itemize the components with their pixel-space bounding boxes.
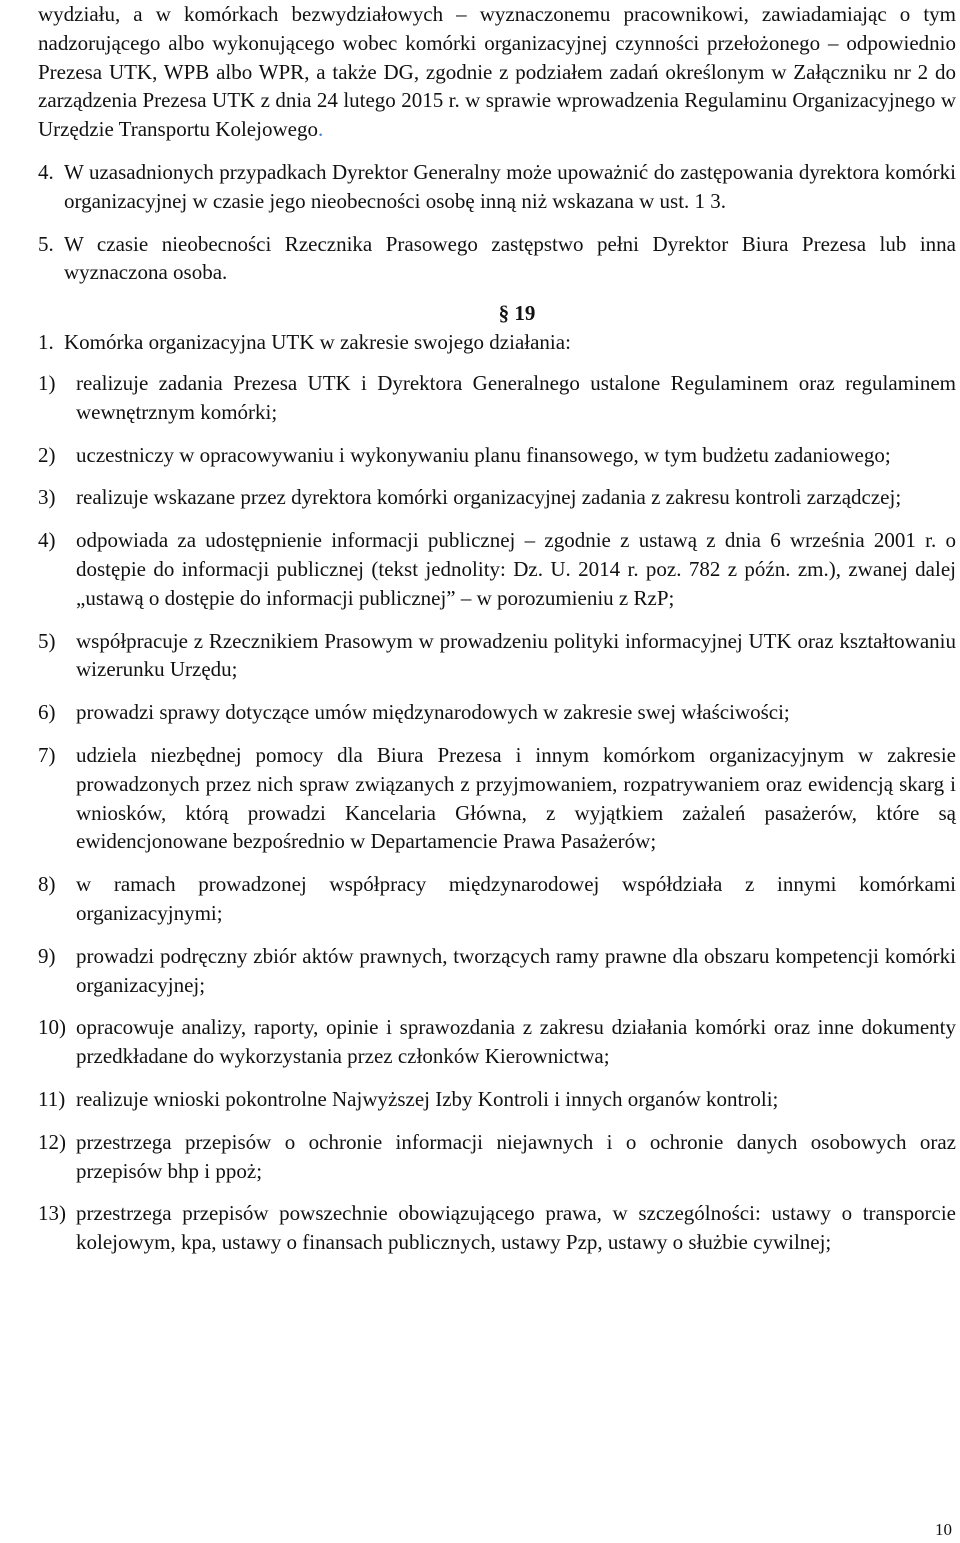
list-item-text: prowadzi sprawy dotyczące umów międzynarodowych w zakresie swej właściwości; [76,700,790,725]
list-item-number: 11) [38,1086,66,1111]
list-item-text: realizuje wnioski pokontrolne Najwyższej Izby Kontroli i innych organów kontroli; [76,1086,779,1111]
list-item [38,942,956,1000]
page-number: 10 [935,1520,952,1539]
list-item-text: odpowiada za udostępnienie informacji publicznej – zgodnie z ustawą z dnia 6 września 2001 r. o dostępie do informacji publicznej (tekst jednolity: Dz. U. 2014 r. poz. 782 z późn. zm.), zwanej dalej „ustawą o dostępie do informacji publicznej” – w porozumieniu z RzP; [76,528,956,610]
list-item-number: 1) [38,370,56,395]
list-item-text: współpracuje z Rzecznikiem Prasowym w prowadzeniu polityki informacyjnej UTK oraz kształtowaniu wizerunku Urzędu; [76,628,956,682]
list-item-text: opracowuje analizy, raporty, opinie i sprawozdania z zakresu działania komórki oraz inne dokumenty przedkładane do wykorzystania przez członków Kierownictwa; [76,1015,956,1069]
list-item-number: 3) [38,485,56,510]
section-paragraph-1 [38,328,956,357]
list-item [38,698,956,727]
list-item-number: 2) [38,442,56,467]
paragraph-4 [38,158,956,216]
list-item-text: realizuje zadania Prezesa UTK i Dyrektora Generalnego ustalone Regulaminem oraz regulaminem wewnętrznym komórki; [76,370,956,424]
list-item [38,483,956,512]
list-item [38,1128,956,1186]
paragraph-number: 4. [38,159,54,184]
list-item-text: prowadzi podręczny zbiór aktów prawnych, tworzących ramy prawne dla obszaru kompetencji komórki organizacyjnej; [76,943,956,997]
document-page [38,0,956,1257]
list-item-number: 12) [38,1129,66,1154]
list-item-number: 5) [38,628,56,653]
list-item [38,526,956,612]
list-item-number: 10) [38,1015,66,1040]
section-heading: § 19 [498,301,536,326]
list-item-text: przestrzega przepisów o ochronie informacji niejawnych i o ochronie danych osobowych oraz przepisów bhp i ppoż; [76,1129,956,1183]
list-item-number: 7) [38,742,56,767]
paragraph-text: Komórka organizacyjna UTK w zakresie swojego działania: [64,330,571,355]
list-item [38,1199,956,1257]
paragraph-number: 5. [38,231,54,256]
list-item-text: przestrzega przepisów powszechnie obowiązującego prawa, w szczególności: ustawy o transporcie kolejowym, kpa, ustawy o finansach publicznych, ustawy Pzp, ustawy o służbie cywilnej; [76,1201,956,1255]
list-item-number: 9) [38,943,56,968]
intro-trailing-dot: . [317,117,324,142]
list-item [38,870,956,928]
list-item-text: udziela niezbędnej pomocy dla Biura Prezesa i innym komórkom organizacyjnym w zakresie prowadzonych przez nich spraw związanych z przyjmowaniem, rozpatrywaniem oraz ewidencją skarg i wniosków, którą prowadzi Kancelaria Główna, z wyjątkiem zażaleń pasażerów, które są ewidencjonowane bezpośrednio w Departamencie Prawa Pasażerów; [76,742,956,854]
list-item-text: uczestniczy w opracowywaniu i wykonywaniu planu finansowego, w tym budżetu zadaniowego; [76,442,891,467]
list-item [38,441,956,470]
list-item-number: 6) [38,700,56,725]
list-item-number: 8) [38,872,56,897]
list-item-text: w ramach prowadzonej współpracy międzynarodowej współdziała z innymi komórkami organizacyjnymi; [76,872,956,925]
list-item [38,1013,956,1071]
paragraph-text: W czasie nieobecności Rzecznika Prasowego zastępstwo pełni Dyrektor Biura Prezesa lub inna wyznaczona osoba. [64,231,956,285]
list-item-text: realizuje wskazane przez dyrektora komórki organizacyjnej zadania z zakresu kontroli zarządczej; [76,485,902,510]
list-item [38,1085,956,1114]
task-list [38,369,956,1257]
intro-text: wydziału, a w komórkach bezwydziałowych – wyznaczonemu pracownikowi, zawiadamiając o tym nadzorującego albo wykonującego wobec komórki organizacyjnej czynności przełożonego – odpowiednio Prezesa UTK, WPB albo WPR, a także DG, zgodnie z podziałem zadań określonym w Załączniku nr 2 do zarządzenia Prezesa UTK z dnia 24 lutego 2015 r. w sprawie wprowadzenia Regulaminu Organizacyjnego w Urzędzie Transportu Kolejowego [38,2,956,142]
intro-paragraph [38,0,956,144]
list-item-number: 4) [38,528,56,553]
list-item [38,741,956,856]
paragraph-text: W uzasadnionych przypadkach Dyrektor Generalny może upoważnić do zastępowania dyrektora komórki organizacyjnej w czasie jego nieobecności osobę inną niż wskazana w ust. 1 3. [64,159,956,213]
list-item [38,369,956,427]
list-item-number: 13) [38,1201,66,1226]
paragraph-number: 1. [38,330,54,355]
list-item [38,627,956,685]
paragraph-5 [38,230,956,288]
